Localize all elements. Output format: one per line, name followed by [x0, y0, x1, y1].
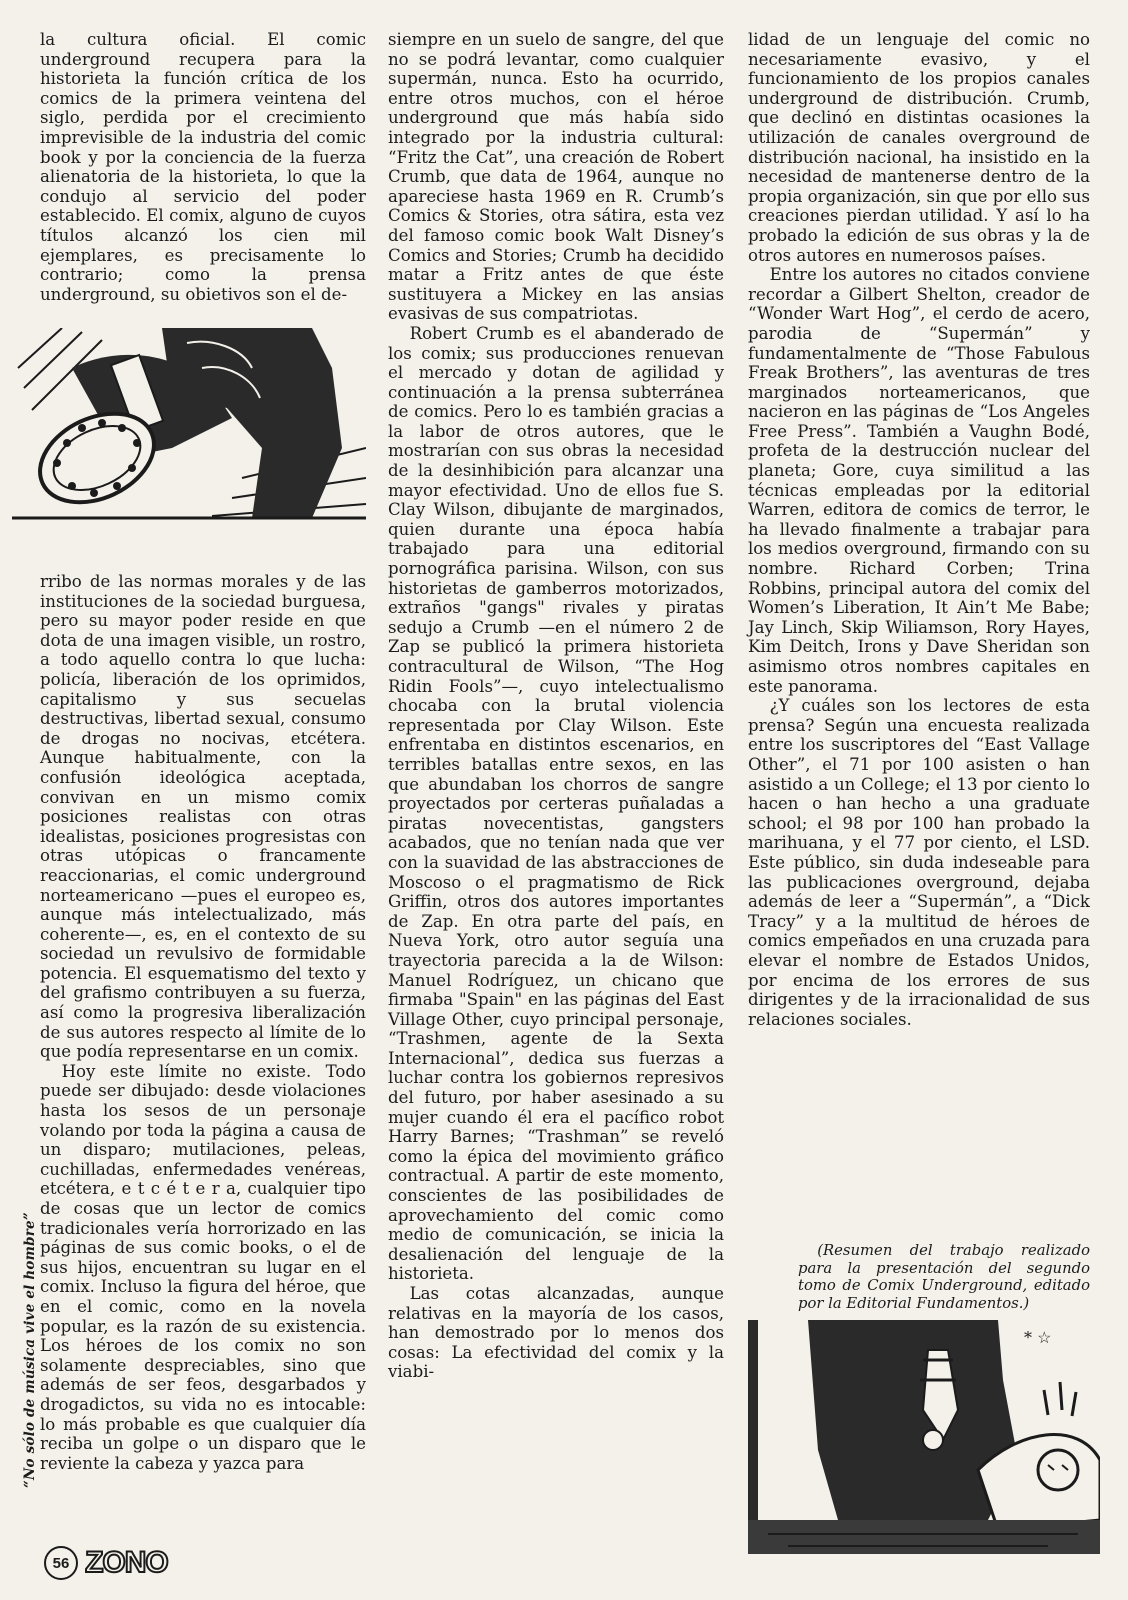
col1-top-paragraph: la cultura oficial. El comic underground recupera para la historieta la función crítica de los comics de la primera veintena del siglo, perdida por el crecimiento imprevisible de la industria del comic book y por la conciencia de la fuerza alienatoria de la historieta, lo que la condujo al servicio del poder establecido. El comix, alguno de cuyos títulos alcanzó los cien mil ejemplares, es precisamente lo contrario; como la prensa underground, su obietivos son el de-	[40, 30, 366, 304]
col1-paragraph-1: rribo de las normas morales y de las instituciones de la sociedad burguesa, pero su mayor poder reside en que dota de una imagen visible, un rostro, a todo aquello contra lo que lucha: policía, liberación de los oprimidos, capitalismo y sus secuelas destructivas, libertad sexual, consumo de drogas no nocivas, etcétera. Aunque habitualmente, con la confusión ideológica aceptada, convivan en un mismo comix posiciones realistas con otras idealistas, posiciones progresistas con otras utópicas o francamente reaccionarias, el comic underground norteamericano —pues el europeo es, aunque más intelectualizado, más coherente—, es, en el contexto de su sociedad un revulsivo de formidable potencia. El esquematismo del texto y del grafismo contribuyen a su fuerza, así como la progresiva liberalización de sus autores respecto al límite de lo que podía representarse en un comix.	[40, 572, 366, 1062]
col3-paragraph-1: lidad de un lenguaje del comic no necesariamente evasivo, y el funcionamiento de los propios canales underground de distribución. Crumb, que declinó en distintas ocasiones la utilización de canales overground de distribución nacional, ha insistido en la necesidad de mantenerse dentro de la propia organización, sin que por ello sus creaciones pierdan utilidad. Y así lo ha probado la edición de sus obras y la de otros autores en numerosos países.	[748, 30, 1090, 265]
column-1-lower	[40, 572, 366, 1473]
source-credit: (Resumen del trabajo realizado para la presentación del segundo tomo de Comix Underground, editado por la Editorial Fundamentos.)	[798, 1242, 1090, 1312]
col2-paragraph-3: Las cotas alcanzadas, aunque relativas en la mayoría de los casos, han demostrado por lo menos dos cosas: La efectividad del comix y la viabi-	[388, 1284, 724, 1382]
side-caption: “No sólo de música vive el hombre”	[22, 1212, 38, 1488]
fallen-figure-illustration	[748, 1320, 1100, 1554]
magazine-logo: ZONO	[85, 1546, 168, 1579]
column-2	[388, 30, 724, 1382]
sparkle-mark: * ☆	[1024, 1328, 1052, 1347]
col2-paragraph-1: siempre en un suelo de sangre, del que no se podrá levantar, como cualquier supermán, nunca. Esto ha ocurrido, entre otros muchos, con el héroe underground que más había sido integrado por la industria cultural: “Fritz the Cat”, una creación de Robert Crumb, que data de 1964, aunque no apareciese hasta 1969 en R. Crumb’s Comics & Stories, otra sátira, esta vez del famoso comic book Walt Disney’s Comics and Stories; Crumb ha decidido matar a Fritz antes de que éste sustituyera a Mickey en las ansias evasivas de sus compatriotas.	[388, 30, 724, 324]
footer	[44, 1546, 168, 1580]
col3-paragraph-3: ¿Y cuáles son los lectores de esta prensa? Según una encuesta realizada entre los suscriptores del “East Vallage Other”, el 71 por 100 asisten o han asistido a un College; el 13 por ciento lo hacen o han hecho a una graduate school; el 98 por 100 han probado la marihuana, y el 77 por ciento, el LSD. Este público, sin duda indeseable para las publicaciones overground, dejaba además de leer a “Supermán”, a “Dick Tracy” y a la multitud de héroes de comics empeñados en una cruzada para elevar el nombre de Estados Unidos, por encima de los errores de sus dirigentes y de la irracionalidad de sus relaciones sociales.	[748, 696, 1090, 1029]
column-1	[40, 30, 366, 1473]
col2-paragraph-2: Robert Crumb es el abanderado de los comix; sus producciones renuevan el mercado y dotan de agilidad y continuación a la prensa subterránea de comics. Pero lo es también gracias a la labor de otros autores, que le mostrarían con sus obras la necesidad de la desinhibición para alcanzar una mayor efectividad. Uno de ellos fue S. Clay Wilson, dibujante de marginados, quien durante una época había trabajado para una editorial pornográfica parisina. Wilson, con sus historietas de gamberros motorizados, extraños "gangs" rivales y piratas sedujo a Crumb —en el número 2 de Zap se publicó la primera historieta contracultural de Wilson, “The Hog Ridin Fools”—, cuyo intelectualismo chocaba con la brutal violencia representada por Clay Wilson. Este enfrentaba en distintos escenarios, en terribles batallas entre sexos, en las que abundaban los chorros de sangre proyectados por certeras puñaladas a piratas novecentistas, gangsters acabados, que no tenían nada que ver con la suavidad de las abstracciones de Moscoso o el pragmatismo de Rick Griffin, otros dos autores importantes de Zap. En otra parte del país, en Nueva York, otro autor seguía una trayectoria parecida a la de Wilson: Manuel Rodríguez, un chicano que firmaba "Spain" en las páginas del East Village Other, cuyo principal personaje, “Trashmen, agente de la Sexta Internacional”, dedica sus fuerzas a luchar contra los gobiernos represivos del futuro, por haber asesinado a su mujer cuando él era el pacífico robot Harry Barnes; “Trashman” se reveló como la épica del movimiento gráfico contractual. A partir de este momento, conscientes de las posibilidades de aprovechamiento del comic como medio de comunicación, se inicia la desalienación del lenguaje de la historieta.	[388, 323, 724, 1284]
page-number: 56	[44, 1546, 78, 1580]
col3-paragraph-2: Entre los autores no citados conviene recordar a Gilbert Shelton, creador de “Wonder Wart Hog”, el cerdo de acero, parodia de “Supermán” y fundamentalmente de “Those Fabulous Freak Brothers”, las aventuras de tres marginados norteamericanos, que nacieron en las páginas de “Los Angeles Free Press”. También a Vaughn Bodé, profeta de la destrucción nuclear del planeta; Gore, cuya similitud a las técnicas empleadas por la editorial Warren, editora de comics de terror, le ha llevado finalmente a trabajar para los medios overground, firmando con su nombre. Richard Corben; Trina Robbins, principal autora del comix del Women’s Liberation, It Ain’t Me Babe; Jay Linch, Skip Wiliamson, Rory Hayes, Kim Deitch, Irons y Dave Sheridan son asimismo otros nombres capitales en este panorama.	[748, 265, 1090, 696]
column-3	[748, 30, 1090, 1312]
boot-illustration	[12, 328, 366, 524]
col1-paragraph-2: Hoy este límite no existe. Todo puede ser dibujado: desde violaciones hasta los sesos de un personaje volando por toda la página a causa de un disparo; mutilaciones, peleas, cuchilladas, enfermedades venéreas, etcétera, e t c é t e r a, cualquier tipo de cosas que un lector de comics tradicionales vería horrorizado en las páginas de sus comic books, o el de sus hijos, encuentran su lugar en el comix. Incluso la figura del héroe, que en el comic, como en la novela popular, es la razón de su existencia. Los héroes de los comix no son solamente despreciables, sino que además de ser feos, desgarbados y drogadictos, su vida no es intocable: lo más probable es que cualquier día reciba un golpe o un disparo que le reviente la cabeza y yazca para	[40, 1061, 366, 1473]
